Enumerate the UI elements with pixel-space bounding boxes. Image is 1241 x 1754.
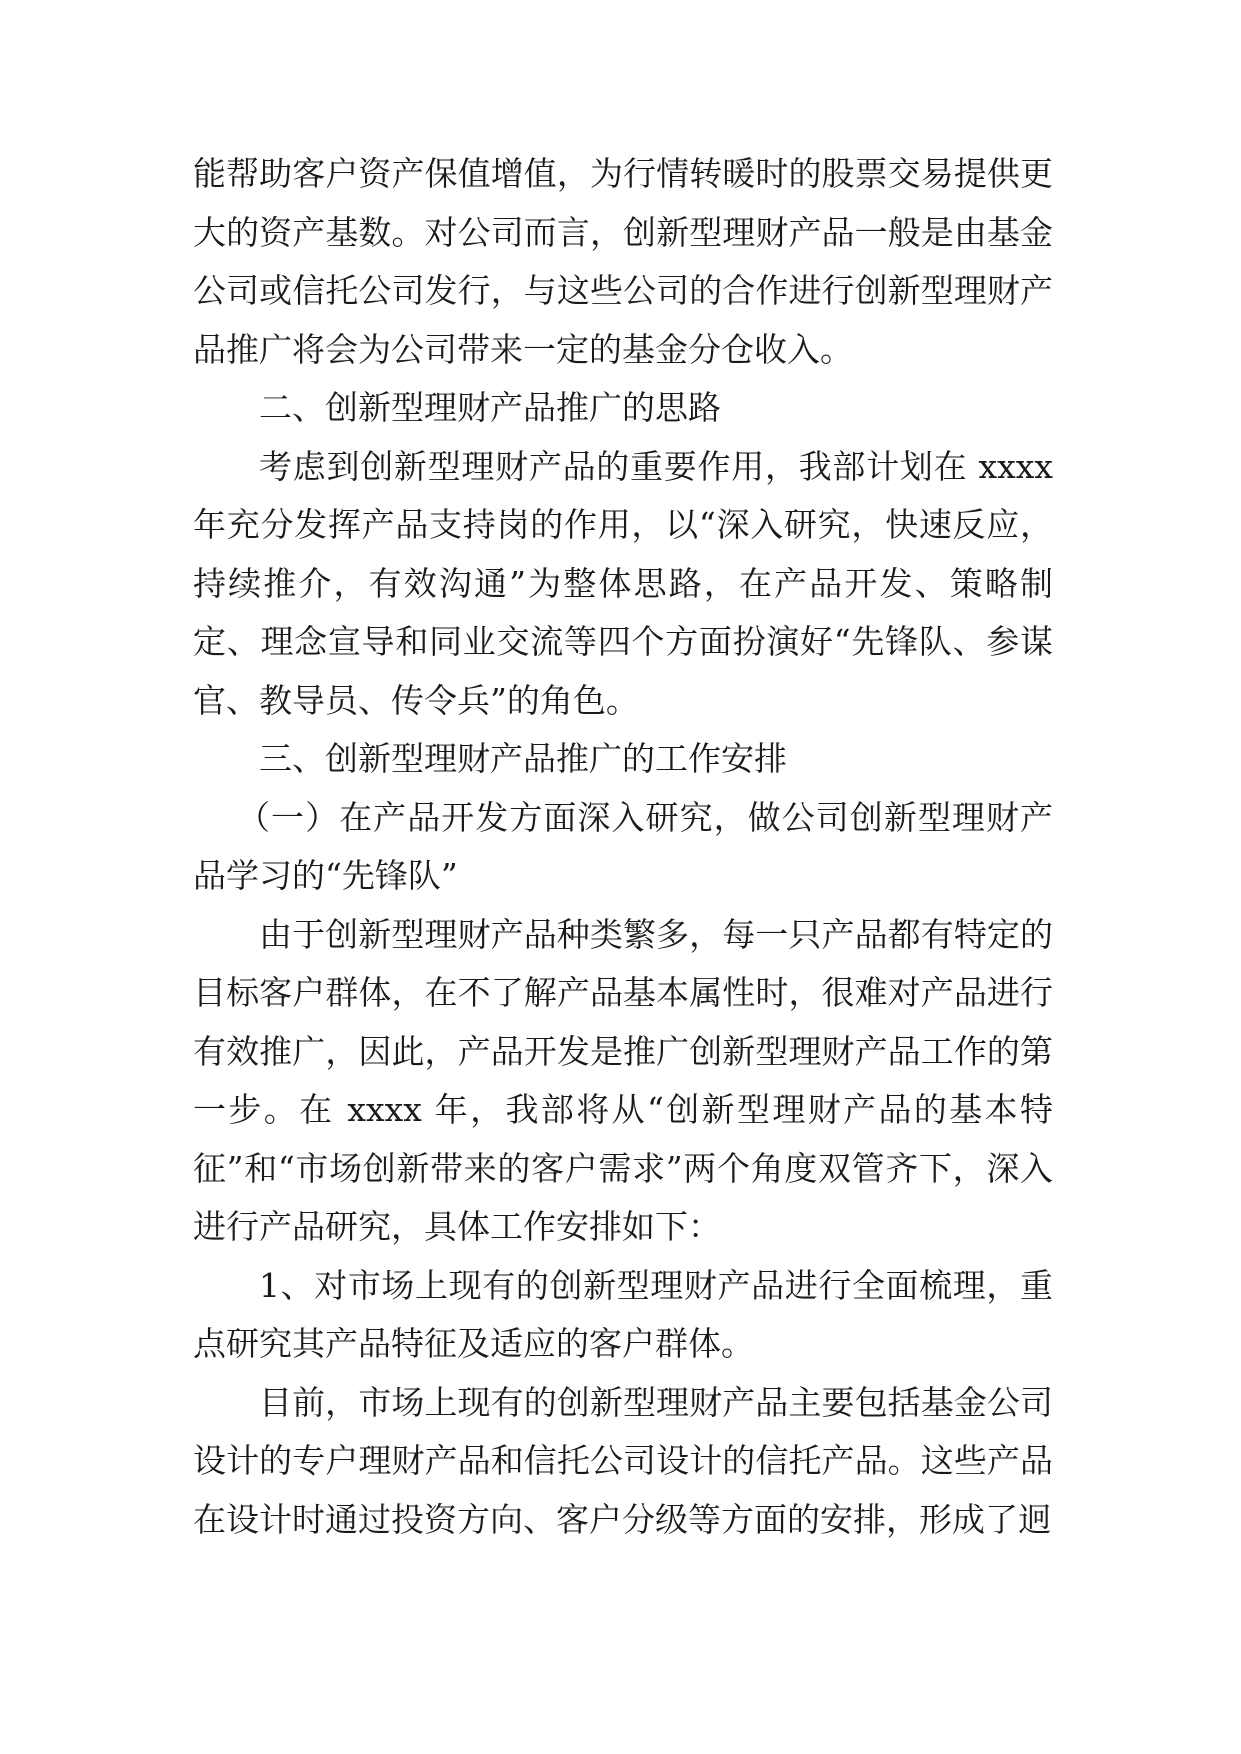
section-heading-2: 二、创新型理财产品推广的思路 — [259, 388, 721, 427]
paragraph-current-products: 目前，市场上现有的创新型理财产品主要包括基金公司设计的专户理财产品和信托公司设计的信托产品。这些产品在设计时通过投资方向、客户分级等方面的安排，形成了迥 — [193, 1382, 1053, 1539]
subsection-heading-1: （一）在产品开发方面深入研究，做公司创新型理财产品学习的“先锋队” — [193, 797, 1053, 895]
section-heading-3: 三、创新型理财产品推广的工作安排 — [259, 739, 787, 778]
paragraph-item-1: 1、对市场上现有的创新型理财产品进行全面梳理，重点研究其产品特征及适应的客户群体。 — [193, 1265, 1053, 1363]
paragraph-product-development: 由于创新型理财产品种类繁多，每一只产品都有特定的目标客户群体，在不了解产品基本属性时，很难对产品进行有效推广，因此，产品开发是推广创新型理财产品工作的第一步。在 xxxx 年，我部将从“创新型理财产品的基本特征”和“市场创新带来的客户需求”两个角度双管齐下，深入进行产品研究，具体工作安排如下： — [193, 914, 1053, 1246]
paragraph-intro-continued: 能帮助客户资产保值增值，为行情转暖时的股票交易提供更大的资产基数。对公司而言，创新型理财产品一般是由基金公司或信托公司发行，与这些公司的合作进行创新型理财产品推广将会为公司带来一定的基金分仓收入。 — [193, 154, 1053, 369]
paragraph-approach: 考虑到创新型理财产品的重要作用，我部计划在 xxxx 年充分发挥产品支持岗的作用，以“深入研究，快速反应，持续推介，有效沟通”为整体思路，在产品开发、策略制定、理念宣导和同业交流等四个方面扮演好“先锋队、参谋官、教导员、传令兵”的角色。 — [193, 446, 1053, 720]
document-body — [193, 145, 1053, 1549]
